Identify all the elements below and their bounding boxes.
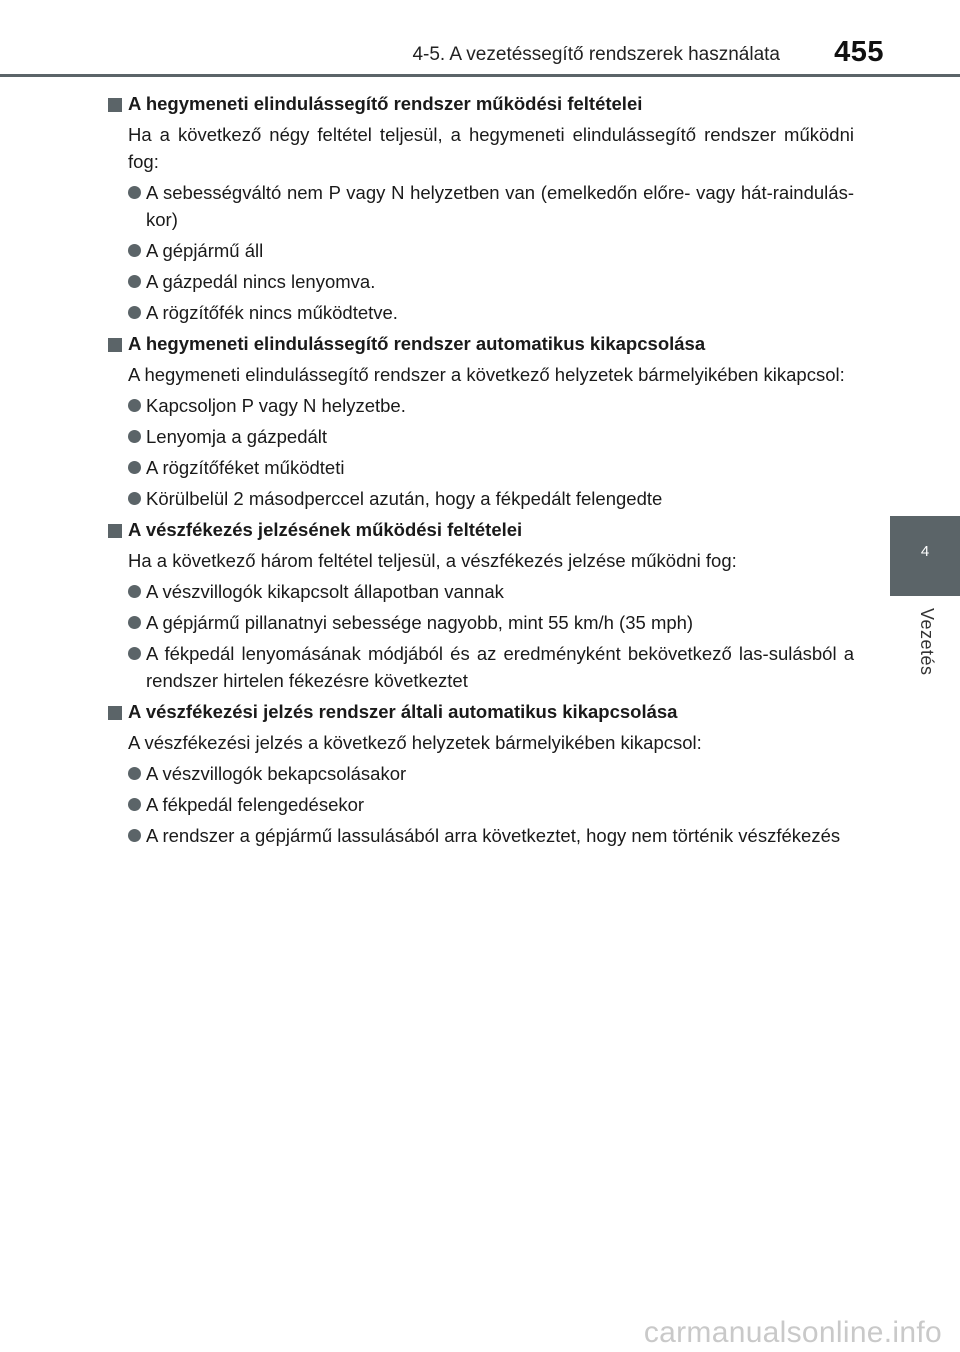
list-item	[108, 299, 854, 326]
section-emergency-signal-conditions	[108, 516, 854, 694]
list-item-text: Kapcsoljon P vagy N helyzetbe.	[146, 395, 406, 416]
round-bullet-icon	[128, 306, 141, 319]
section-heading-text: A vészfékezési jelzés rendszer általi automatikus kikapcsolása	[128, 701, 678, 722]
list-item	[108, 237, 854, 264]
list-item	[108, 609, 854, 636]
section-heading-text: A vészfékezés jelzésének működési feltételei	[128, 519, 523, 540]
section-intro: A vészfékezési jelzés a következő helyzetek bármelyikében kikapcsol:	[128, 732, 702, 753]
round-bullet-icon	[128, 461, 141, 474]
round-bullet-icon	[128, 430, 141, 443]
site-watermark: carmanualsonline.info	[643, 1316, 942, 1349]
list-item	[108, 423, 854, 450]
list-item-text: Lenyomja a gázpedált	[146, 426, 328, 447]
section-intro: A hegymeneti elindulássegítő rendszer a következő helyzetek bármelyikében kikapcsol:	[128, 364, 845, 385]
list-item-text: A gépjármű pillanatnyi sebessége nagyobb, mint 55 km/h (35 mph)	[146, 612, 694, 633]
round-bullet-icon	[128, 585, 141, 598]
page-number: 455	[834, 36, 884, 68]
list-item-text: A fékpedál lenyomásának módjából és az eredményként bekövetkező las-sulásból a rendszer hirtelen fékezésre következtet	[146, 643, 854, 691]
round-bullet-icon	[128, 399, 141, 412]
round-bullet-icon	[128, 244, 141, 257]
round-bullet-icon	[128, 798, 141, 811]
list-item	[108, 392, 854, 419]
round-bullet-icon	[128, 492, 141, 505]
list-item	[108, 454, 854, 481]
list-item-text: A gázpedál nincs lenyomva.	[146, 271, 376, 292]
list-item	[108, 822, 854, 849]
list-item	[108, 640, 854, 694]
chapter-side-tab	[890, 516, 960, 596]
list-item	[108, 760, 854, 787]
section-heading	[108, 516, 854, 544]
round-bullet-icon	[128, 186, 141, 199]
list-item-text: A fékpedál felengedésekor	[146, 794, 365, 815]
square-bullet-icon	[108, 524, 122, 538]
page-content	[108, 90, 854, 853]
list-item-text: A sebességváltó nem P vagy N helyzetben van (emelkedőn előre- vagy hát-rainduláskor)	[146, 182, 854, 230]
list-item-text: A rögzítőfék nincs működtetve.	[146, 302, 398, 323]
page-header	[0, 0, 960, 80]
list-item-text: A vészvillogók bekapcsolásakor	[146, 763, 407, 784]
section-heading-text: A hegymeneti elindulássegítő rendszer működési feltételei	[128, 93, 643, 114]
list-item	[108, 179, 854, 233]
section-heading	[108, 330, 854, 358]
section-hill-start-auto-off	[108, 330, 854, 512]
list-item	[108, 791, 854, 818]
round-bullet-icon	[128, 829, 141, 842]
square-bullet-icon	[108, 338, 122, 352]
round-bullet-icon	[128, 616, 141, 629]
section-heading	[108, 698, 854, 726]
round-bullet-icon	[128, 647, 141, 660]
section-emergency-signal-auto-off	[108, 698, 854, 849]
chapter-section-title: 4-5. A vezetéssegítő rendszerek használata	[412, 44, 780, 65]
square-bullet-icon	[108, 706, 122, 720]
list-item	[108, 268, 854, 295]
list-item-text: A gépjármű áll	[146, 240, 264, 261]
section-heading-text: A hegymeneti elindulássegítő rendszer automatikus kikapcsolása	[128, 333, 706, 354]
section-heading	[108, 90, 854, 118]
section-intro: Ha a következő három feltétel teljesül, a vészfékezés jelzése működni fog:	[128, 550, 737, 571]
list-item-text: Körülbelül 2 másodperccel azután, hogy a fékpedált felengedte	[146, 488, 663, 509]
section-intro: Ha a következő négy feltétel teljesül, a hegymeneti elindulássegítő rendszer működni fog:	[128, 124, 854, 172]
chapter-number: 4	[920, 543, 930, 560]
square-bullet-icon	[108, 98, 122, 112]
list-item-text: A rendszer a gépjármű lassulásából arra következtet, hogy nem történik vészfékezés	[146, 825, 841, 846]
list-item	[108, 485, 854, 512]
round-bullet-icon	[128, 767, 141, 780]
list-item-text: A vészvillogók kikapcsolt állapotban vannak	[146, 581, 504, 602]
section-hill-start-conditions	[108, 90, 854, 326]
round-bullet-icon	[128, 275, 141, 288]
list-item-text: A rögzítőféket működteti	[146, 457, 345, 478]
list-item	[108, 578, 854, 605]
header-divider	[0, 74, 960, 77]
chapter-side-label: Vezetés	[917, 608, 937, 676]
